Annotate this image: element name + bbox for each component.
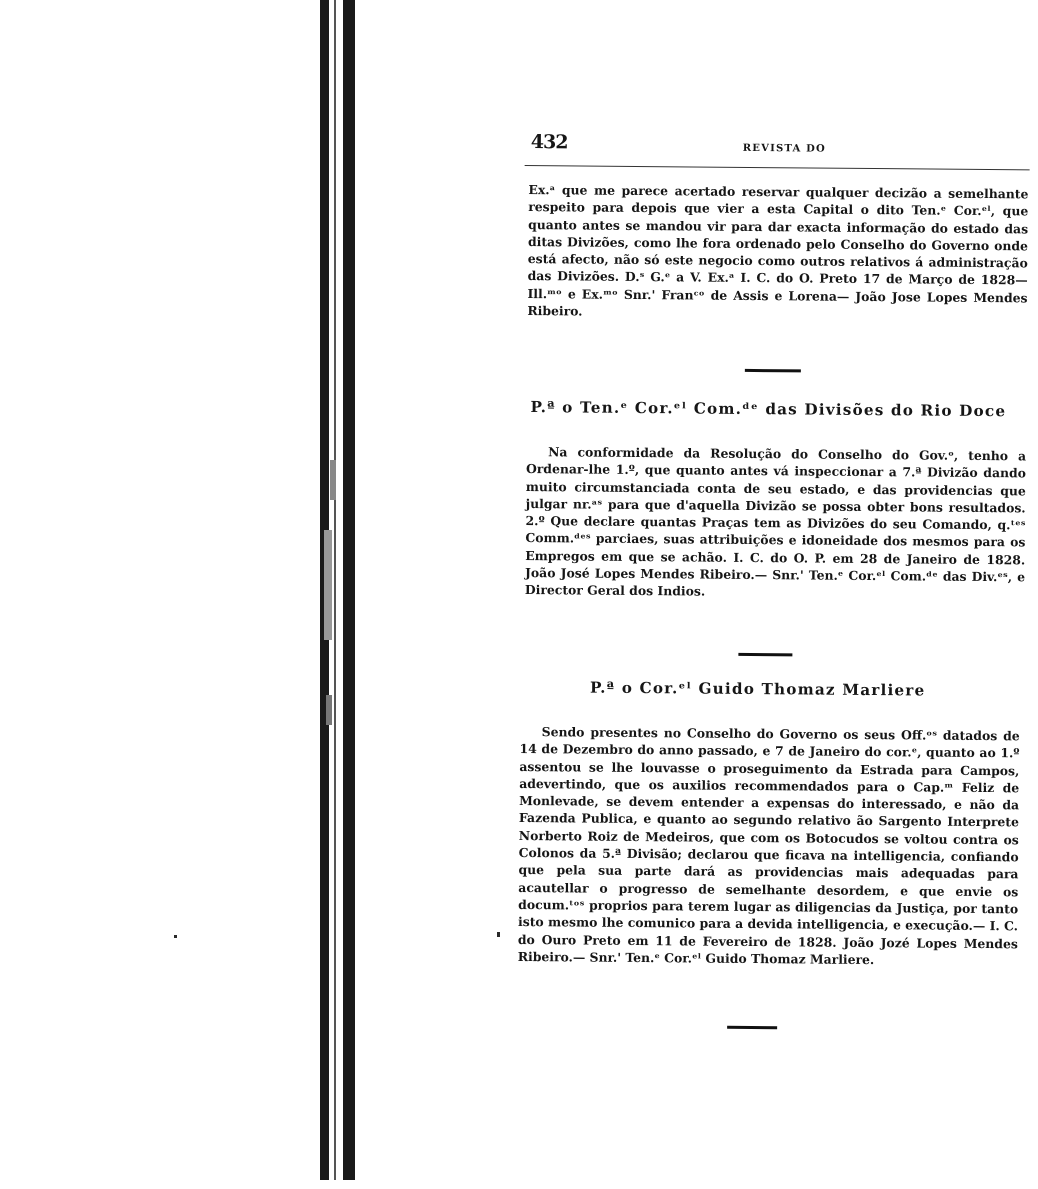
- page-number: 432: [530, 131, 568, 154]
- letter-continuation-paragraph: Ex.ᵃ que me parece acertado reservar qualquer decizão a semelhante respeito para depois que vier a esta Capital o dito Ten.ᵉ Cor.ᵉˡ, que quanto antes se mandou vir para dar exacta informação do estado das ditas Divizões, como lhe fora ordenado pelo Conselho do Governo onde está afecto, não só este negocio como outros relativos á administração das Divizões. D.ˢ G.ᵉ a V. Ex.ᵃ I. C. do O. Preto 17 de Março de 1828—Ill.ᵐᵒ e Ex.ᵐᵒ Snr.' Franᶜᵒ de Assis e Lorena— João Jose Lopes Mendes Ribeiro.: [527, 182, 1029, 319]
- scan-speck: [497, 932, 500, 937]
- running-head: REVISTA DO: [742, 142, 826, 155]
- letter-heading-divisoes: P.ª o Ten.ᵉ Cor.ᵉˡ Com.ᵈᵉ das Divisões do Rio Doce: [530, 398, 1007, 421]
- scan-speck: [324, 530, 332, 640]
- header-rule: [525, 165, 1030, 170]
- book-page: [516, 125, 1037, 1189]
- scan-speck: [326, 695, 332, 725]
- scan-speck: [174, 935, 177, 938]
- section-separator: [738, 653, 792, 656]
- letter-paragraph-divisoes: Na conformidade da Resolução do Conselho do Gov.ᵒ, tenho a Ordenar-lhe 1.º, que quanto antes vá inspeccionar a 7.ª Divizão dando muito circumstanciada conta de seu estado, e das providencias que julgar nr.ᵃˢ para que d'aquella Divizão se possa obter bons resultados. 2.º Que declare quantas Praças tem as Divizões do seu Comando, q.ᵗᵉˢ Comm.ᵈᵉˢ parciaes, suas attribuições e idoneidade dos mesmos para os Empregos em que se achão. I. C. do O. P. em 28 de Janeiro de 1828. João José Lopes Mendes Ribeiro.— Snr.' Ten.ᵉ Cor.ᵉˡ Com.ᵈᵉ das Div.ᵉˢ, e Director Geral dos Indios.: [524, 444, 1027, 599]
- section-separator: [727, 1026, 777, 1029]
- spine-shadow-thin: [343, 0, 355, 1180]
- letter-paragraph-marliere: Sendo presentes no Conselho do Governo os seus Off.ᵒˢ datados de 14 de Dezembro do anno passado, e 7 de Janeiro do cor.ᵉ, quanto ao 1.º assentou se lhe louvasse o proseguimento da Estrada para Campos, adevertindo, que os auxilios recommendados para o Cap.ᵐ Feliz de Monlevade, se devem entender a expensas do interessado, e não da Fazenda Publica, e quanto ao segundo relativo ão Sargento Interprete Norberto Roiz de Medeiros, que com os Botocudos se voltou contra os Colonos da 5.ª Divisão; declarou que ficava na intelligencia, confiando que pela sua parte dará as providencias mais adequadas para acautellar o progresso de semelhante desordem, e que envie os docum.ᵗᵒˢ proprios para terem lugar as diligencias da Justiça, por tanto isto mesmo lhe comunico para a devida intelligencia, e execução.— I. C. do Ouro Preto em 11 de Fevereiro de 1828. João Jozé Lopes Mendes Ribeiro.— Snr.' Ten.ᵉ Cor.ᵉˡ Guido Thomaz Marliere.: [517, 724, 1020, 967]
- letter-heading-marliere: P.ª o Cor.ᵉˡ Guido Thomaz Marliere: [590, 678, 926, 700]
- section-separator: [745, 369, 801, 372]
- page-header: [525, 125, 1033, 173]
- spine-shadow-line: [334, 0, 336, 1180]
- scan-speck: [330, 460, 336, 500]
